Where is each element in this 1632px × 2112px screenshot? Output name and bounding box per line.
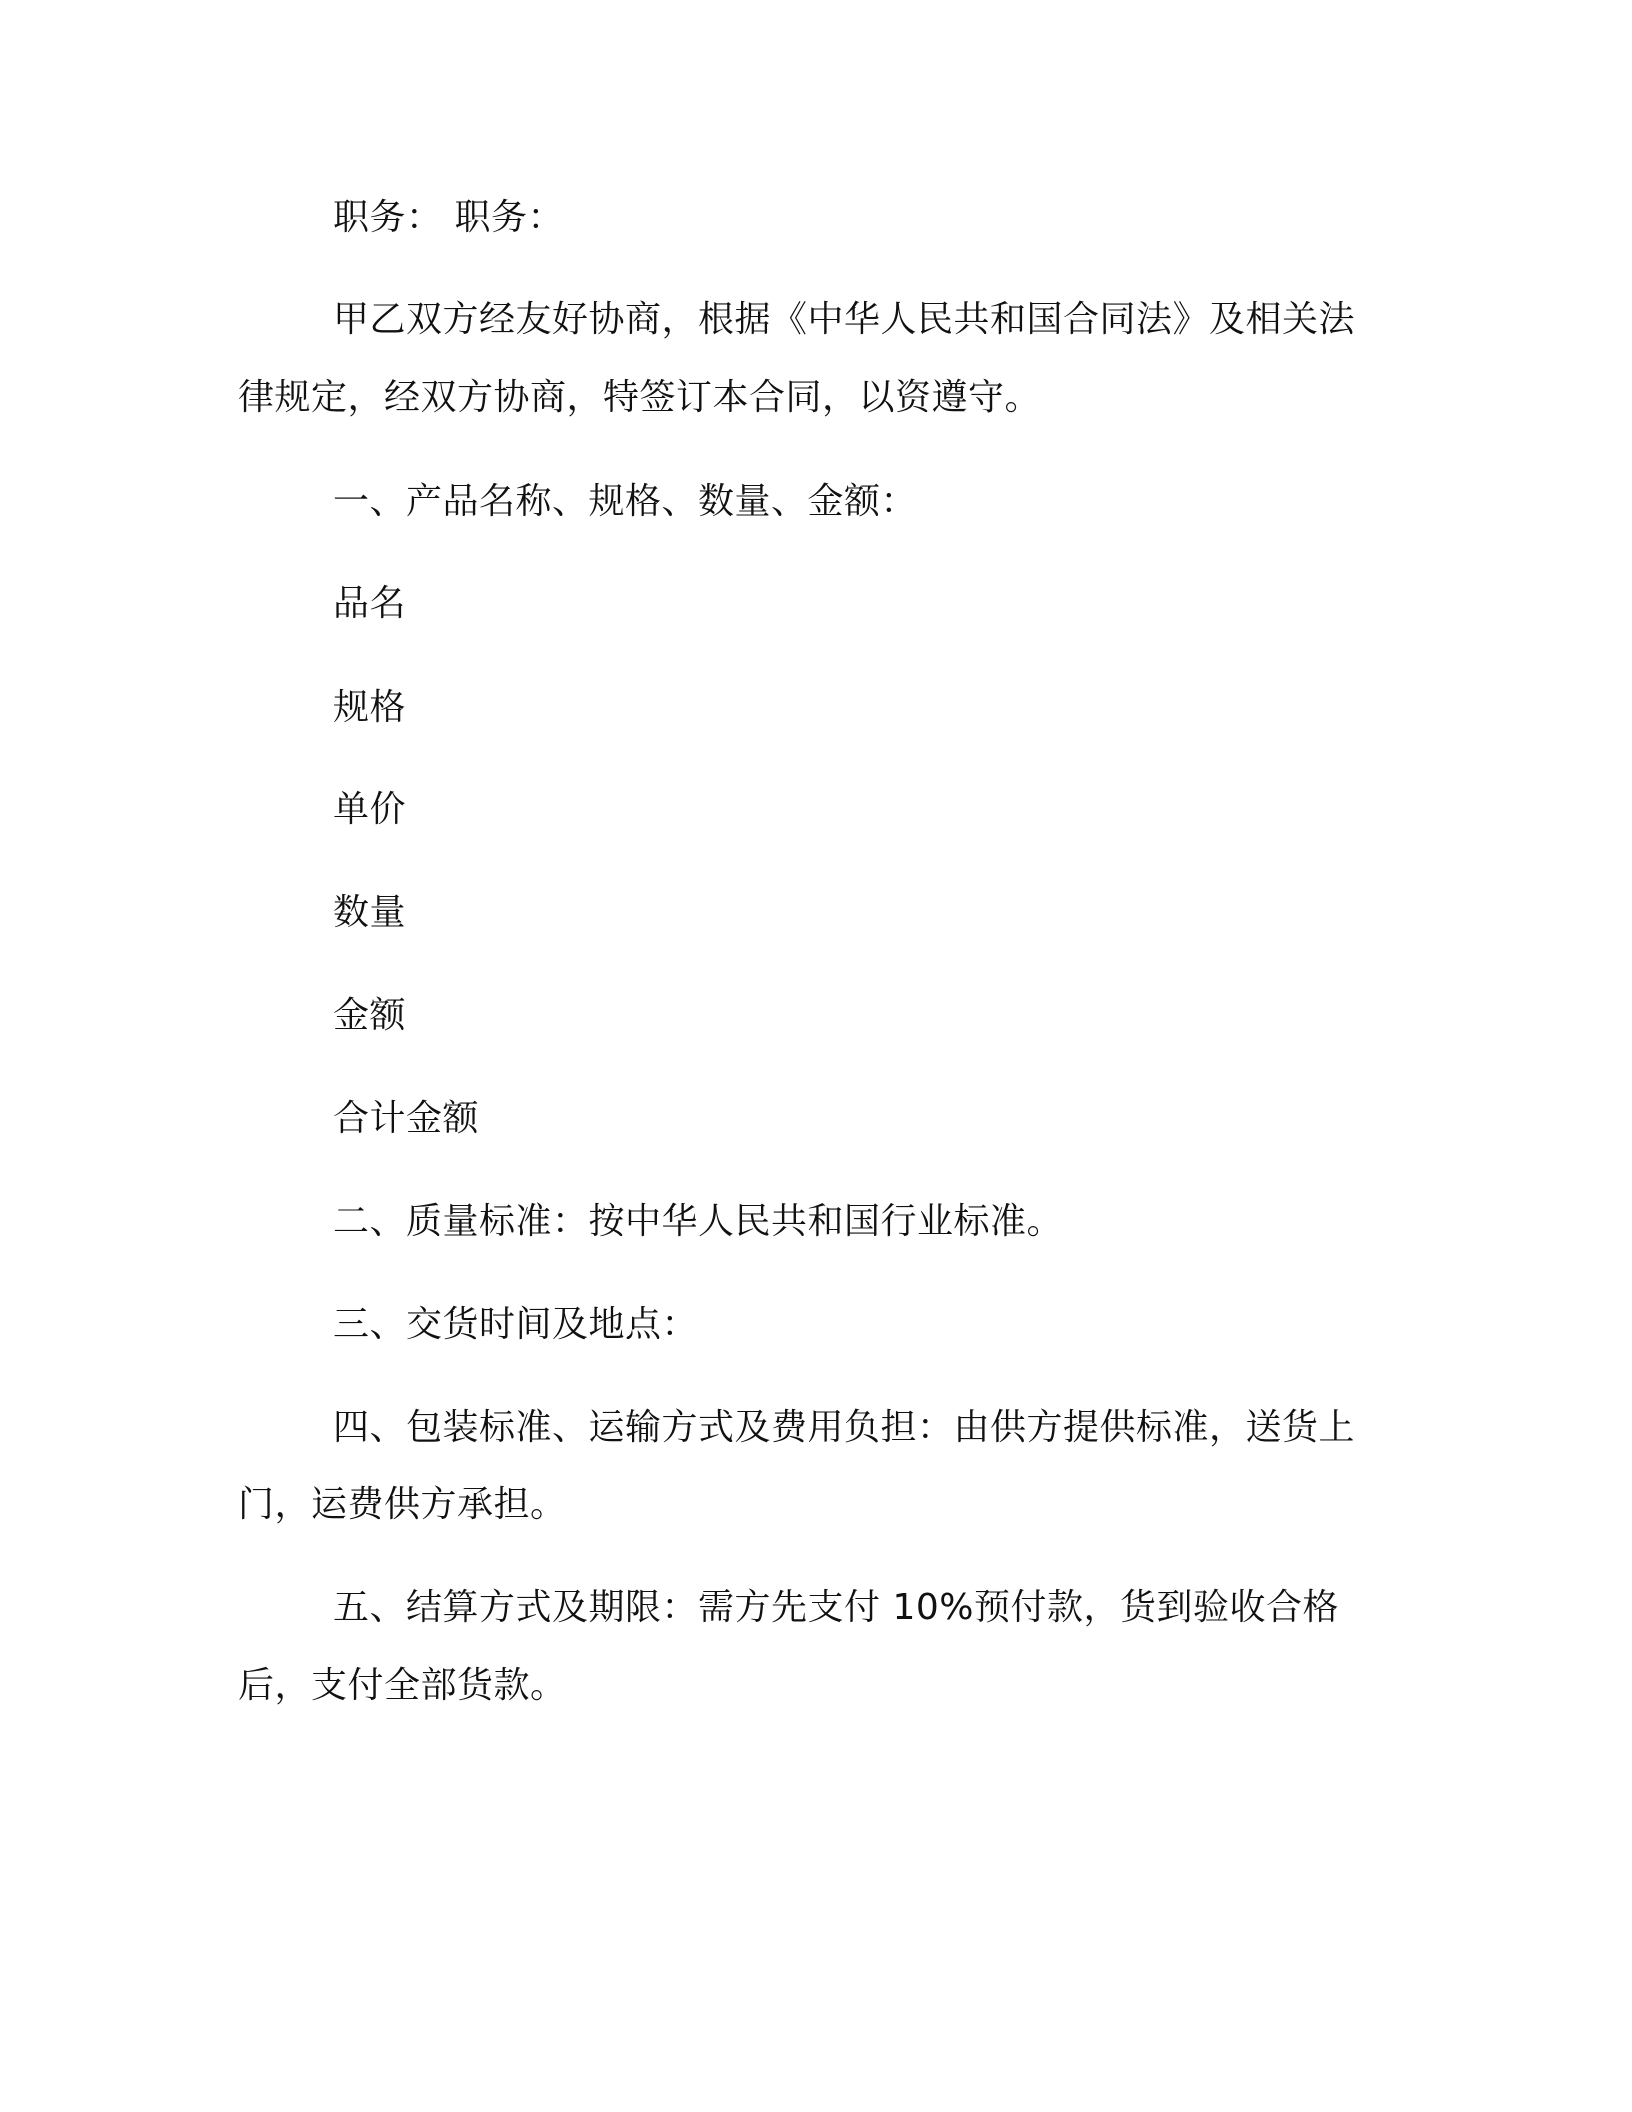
section-5-line-1: 五、结算方式及期限：需方先支付 10%预付款，货到验收合格 xyxy=(333,1587,1339,1628)
section-2: 二、质量标准：按中华人民共和国行业标准。 xyxy=(333,1201,1064,1242)
section-4-line-1: 四、包装标准、运输方式及费用负担：由供方提供标准，送货上 xyxy=(333,1407,1356,1448)
item-specification: 规格 xyxy=(333,687,407,728)
item-amount: 金额 xyxy=(333,995,407,1036)
item-unit-price: 单价 xyxy=(333,789,407,830)
section-4-line-2: 门，运费供方承担。 xyxy=(238,1484,567,1525)
intro-line-1: 甲乙双方经友好协商，根据《中华人民共和国合同法》及相关法 xyxy=(333,299,1356,340)
item-total-amount: 合计金额 xyxy=(333,1098,480,1139)
position-line: 职务： 职务： xyxy=(333,197,564,238)
item-product-name: 品名 xyxy=(333,583,407,624)
section-3: 三、交货时间及地点： xyxy=(333,1304,699,1345)
item-quantity: 数量 xyxy=(333,892,407,933)
section-5-line-2: 后，支付全部货款。 xyxy=(238,1665,567,1706)
intro-line-2: 律规定，经双方协商，特签订本合同，以资遵守。 xyxy=(238,377,1042,418)
section-1-heading: 一、产品名称、规格、数量、金额： xyxy=(333,481,918,522)
